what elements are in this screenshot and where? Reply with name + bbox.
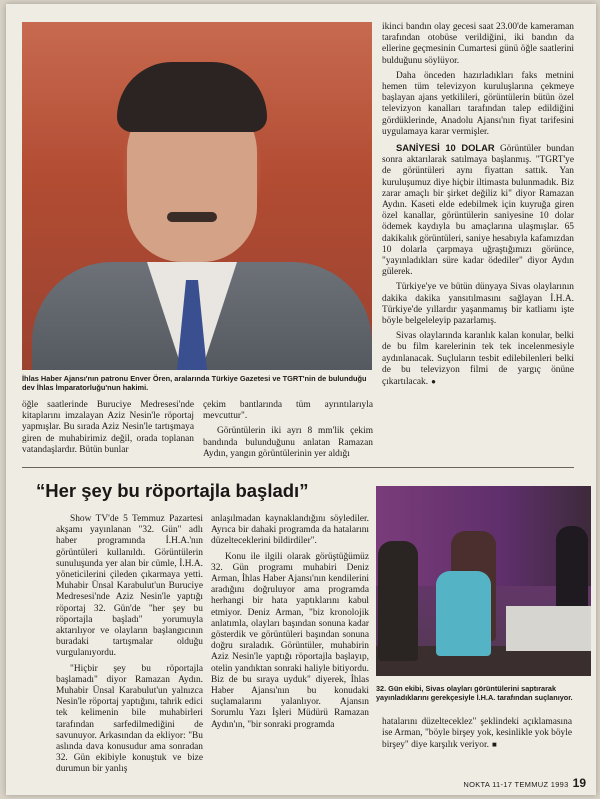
right-para-3-body: Görüntüler bundan sonra aktarılarak satılmaya başlanmış. "TGRT'ye de görüntüleri aynı fiyattan sattık. Yan kuruluşumuz diye hiçbir iltimasta bulunmadık. Biz zarar amaçlı bir şirket değiliz ki" diyor Ramazan Aydın. Kaseti elde edebilmek için kuyruğa giren özel kanallar, görüntülerin saniyesine 10 dolar ödemek kaydıyla bu amaçlarına ulaşmışlar. 65 dakikalık görüntüleri, saniye hesabıyla kafamızdan 10 dolarla çarpmaya uğraştığımızı görünce, "yayınladıkları süre kadar ödediler" diyor Aydın gülerek. (382, 144, 575, 278)
section-divider (22, 467, 574, 468)
team-photo-caption: 32. Gün ekibi, Sivas olayları görüntülerini saptırarak yayınladıklarını gerekçesiyle İ.H.A. tarafından suçlanıyor. (376, 684, 573, 702)
photo-person-seated (436, 571, 491, 656)
portrait-caption: İhlas Haber Ajansı'nın patronu Enver Ören, aralarında Türkiye Gazetesi ve TGRT'nin de bulunduğu dev İhlas İmparatorluğu'nun hakimi. (22, 374, 367, 392)
right-para-5 (382, 331, 574, 388)
article-headline: “Her şey bu röportajla başladı” (36, 480, 309, 501)
team-photo (376, 486, 591, 676)
subheading-lead-in: SANİYESİ 10 DOLAR (396, 142, 495, 154)
article-column-1 (56, 514, 203, 780)
article-col2-para-2: Konu ile ilgili olarak görüştüğümüz 32. Gün programı muhabiri Deniz Arman, İhlas Haber Ajansı'nın kendilerini aradığını doğruluyor ama programda herhangi bir hata yaptıklarını kabul etmiyor. Deniz Arman, "biz kronolojik anlatımla, olayları başından sonuna kadar gösterdik ve görüntüleri başından sonuna doğru sıraladık. Görüntüler, muhabirin Aziz Nesin'le yaptığı röportajla başlayıp, otelin yandıktan sonraki haliyle bitiyordu. Biz de bu sıraya uyduk" diyerek, İhlas Haber Ajansı'nın bu konudaki suçlamalarını yalanlıyor. Ajansın Sorumlu Yazı İşleri Müdürü Ramazan Aydın'ın, "bir sonraki programda (211, 551, 369, 730)
page-footer (446, 774, 586, 792)
mid-center-column (203, 400, 373, 464)
article-col3-para (382, 717, 572, 752)
photo-person-left (378, 541, 418, 661)
page-number: 19 (572, 776, 586, 790)
magazine-page (6, 4, 596, 795)
right-para-2: Daha önceden hazırladıkları faks metnini hemen tüm televizyon kuruluşlarına çekmeye başlayan ajans yetkilileri, görüntülerin bütün özel televizyon kanalları tarafından talep edildiğini gördüklerinde, Anadolu Ajansı'nın fiyat tarifesini uygulamaya karar vermişler. (382, 70, 574, 137)
right-column (382, 22, 574, 392)
right-para-1: ikinci bandın olay gecesi saat 23.00'de kameraman tarafından otobüse verildiğini, iki bandın da ellerine geçmesinin Cumartesi günü öğle saatlerini bulduğunu söylüyor. (382, 22, 574, 66)
right-para-3 (382, 142, 574, 278)
photo-equipment (506, 606, 591, 651)
article-col2-para-1: anlaşılmadan kaynaklandığını söylediler. Ayrıca bir dahaki programda da hatalarını düzelteceklerini bildirdiler". (211, 514, 369, 547)
footer-magazine-issue: NOKTA 11-17 TEMMUZ 1993 (463, 780, 569, 789)
mid-center-para-1: çekim bantlarında tüm ayrıntılarıyla mevcuttur". (203, 400, 373, 422)
article-end-mark-icon: ■ (491, 740, 497, 750)
article-col3-body: hatalarını düzelteceklez" şeklindeki açıklamasına ise Arman, "böyle birşey yok, kesinlikle yok böyle birşey" diye karşılık veriyor. (382, 717, 572, 751)
mid-left-column (22, 400, 194, 460)
article-col1-para-1: Show TV'de 5 Temmuz Pazartesi akşamı yayınlanan "32. Gün" adlı haber programında İ.H.A.'nın görüntüleri kullanıldı. Görüntülerin sunuluşunda yer alan bir cümle, İ.H.A. yöneticilerini çileden çıkarmaya yetti. Muhabir Ünsal Karabulut'un Buruciye Medresesi'nde Aziz Nesin'le yaptığı röportaj 32. Gün'de "her şey bu röportajla başladı" yorumuyla aktarılıyor ve olayların başlangıcının buradaki tartışmalar olduğu vurgulanıyordu. (56, 514, 203, 659)
photo-hair (117, 62, 267, 132)
right-para-4: Türkiye'ye ve bütün dünyaya Sivas olaylarının dakika dakika yansıtılmasını sağlayan İ.H.A. Türkiye'de yıllardır yaşanmamış bir katliamı işte böyle belgeleleyip pazarlamış. (382, 282, 574, 327)
portrait-photo (22, 22, 372, 370)
article-column-3 (382, 717, 572, 756)
article-column-2 (211, 514, 369, 735)
end-bullet-icon: ● (431, 377, 436, 387)
mid-center-para-2: Görüntülerin iki ayrı 8 mm'lik çekim bandında bulunduğunu anlatan Ramazan Aydın, yangın görüntülerinin yer aldığı (203, 426, 373, 459)
article-col1-para-2: "Hiçbir şey bu röportajla başlamadı" diyor Ramazan Aydın. Muhabir Ünsal Karabulut'un yalnızca Nesin'le röportaj yaptığını, tahrik edici tek kelimenin bile muhabirleri tarafından sarfedilmediğini de savunuyor. Arkasından da ekliyor: "Bu aslında dava konusudur ama sonradan 32. Gün ekibiyle konuştuk ve bize durumun bir yanlış (56, 663, 203, 775)
photo-moustache (167, 212, 217, 222)
mid-left-para: öğle saatlerinde Buruciye Medresesi'nde kitaplarını imzalayan Aziz Nesin'le röportaj yapmışlar. Bu sırada Aziz Nesin'le tartışmaya giren de muhabirimiz değil, orada toplanan vatandaşlardır. Bütün bunlar (22, 400, 194, 455)
right-para-5-body: Sivas olaylarında karanlık kalan konular, belki de bu film karelerinin tek tek incelenmesiyle aydınlanacak. Suçluların tesbit edilebilenleri belki de bu televizyon filmi de yargıç önüne çıkartılacak. (382, 331, 574, 388)
